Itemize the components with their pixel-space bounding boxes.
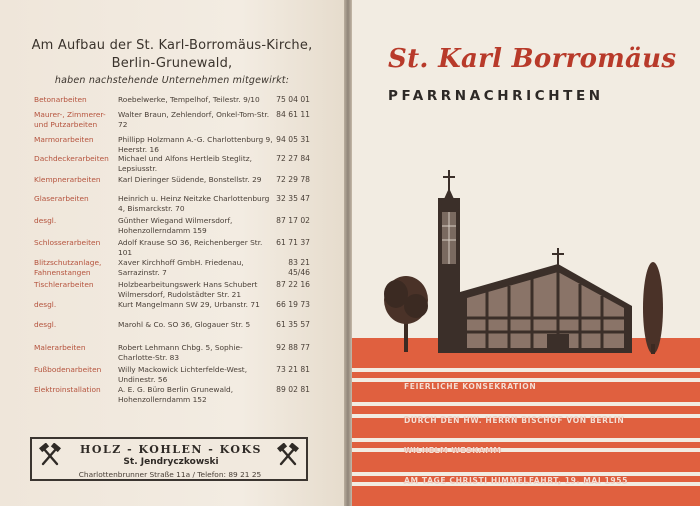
contractor-phone: 83 21 45/46 bbox=[288, 258, 310, 277]
contractor-trade: Malerarbeiten bbox=[34, 343, 86, 352]
contractor-firm: Roebelwerke, Tempelhof, Teilestr. 9/10 bbox=[118, 95, 260, 104]
left-page bbox=[0, 0, 344, 506]
contractor-firm: Holzbearbeitungswerk Hans Schubert Wilmersdorf, Rudolstädter Str. 21 bbox=[118, 280, 258, 299]
contractor-firm: Adolf Krause SO 36, Reichenberger Str. 101 bbox=[118, 238, 263, 257]
booklet-spine bbox=[344, 0, 352, 506]
contractor-phone: 94 05 31 bbox=[276, 135, 310, 144]
contractor-phone: 84 61 11 bbox=[276, 110, 310, 119]
ad-address: Charlottenbrunner Straße 11a / Telefon: 89 21 25 bbox=[78, 470, 262, 479]
church-illustration bbox=[372, 168, 682, 358]
heading-line-2: Berlin-Grunewald, bbox=[111, 56, 233, 71]
stripe-band bbox=[352, 406, 700, 414]
ad-title: HOLZ - KOHLEN - KOKS bbox=[80, 443, 262, 456]
contractor-trade: Glaserarbeiten bbox=[34, 194, 89, 203]
cover-title: St. Karl Borromäus bbox=[388, 44, 677, 74]
contractor-trade: Klempnerarbeiten bbox=[34, 175, 101, 184]
contractor-trade: Fußbodenarbeiten bbox=[34, 365, 102, 374]
contractor-firm: Heinrich u. Heinz Neitzke Charlottenburg 4, Bismarckstr. 70 bbox=[118, 194, 270, 213]
cover-line: WILHELM WESKAMM bbox=[404, 446, 502, 455]
stripe-band bbox=[352, 372, 700, 378]
contractor-phone: 72 27 84 bbox=[276, 154, 310, 163]
contractor-firm: A. E. G. Büro Berlin Grunewald, Hohenzollerndamm 152 bbox=[118, 385, 234, 404]
contractor-phone: 66 19 73 bbox=[276, 300, 310, 309]
contractor-firm: Kurt Mangelmann SW 29, Urbanstr. 71 bbox=[118, 300, 260, 309]
cover-line: DURCH DEN HW. HERRN BISCHOF VON BERLIN bbox=[404, 416, 625, 425]
contractor-firm: Marohl & Co. SO 36, Glogauer Str. 5 bbox=[118, 320, 251, 329]
heading-line-3: haben nachstehende Unternehmen mitgewirkt: bbox=[54, 75, 290, 86]
contractor-phone: 75 04 01 bbox=[276, 95, 310, 104]
contractor-firm: Karl Dieringer Südende, Bonstellstr. 29 bbox=[118, 175, 262, 184]
contractor-phone: 89 02 81 bbox=[276, 385, 310, 394]
cover-line: AM TAGE CHRISTI HIMMELFAHRT, 19. MAI 1955 bbox=[404, 476, 629, 485]
contractor-phone: 32 35 47 bbox=[276, 194, 310, 203]
contractor-phone: 73 21 81 bbox=[276, 365, 310, 374]
ad-owner: St. Jendryczkowski bbox=[123, 457, 219, 467]
contractor-trade: Schlosserarbeiten bbox=[34, 238, 101, 247]
coal-advertisement bbox=[30, 437, 308, 481]
contractor-trade: Marmorarbeiten bbox=[34, 135, 94, 144]
contractor-trade: Dachdeckerarbeiten bbox=[34, 154, 109, 163]
contractor-phone: 87 22 16 bbox=[276, 280, 310, 289]
contractor-trade: desgl. bbox=[34, 320, 57, 329]
tree-left-icon bbox=[384, 276, 428, 352]
contractor-phone: 92 88 77 bbox=[276, 343, 310, 352]
cover-subtitle: PFARRNACHRICHTEN bbox=[388, 88, 604, 104]
contractor-firm: Michael und Alfons Hertleib Steglitz, Lepsiusstr. bbox=[118, 154, 252, 173]
contractor-firm: Phillipp Holzmann A.-G. Charlottenburg 9, Heerstr. 16 bbox=[118, 135, 273, 154]
contractor-trade: Blitzschutzanlage, Fahnenstangen bbox=[34, 258, 102, 277]
contractor-trade: desgl. bbox=[34, 216, 57, 225]
crossed-hammers-icon bbox=[38, 443, 62, 467]
contractor-firm: Willy Mackowick Lichterfelde-West, Undinestr. 56 bbox=[118, 365, 248, 384]
heading-line-1: Am Aufbau der St. Karl-Borromäus-Kirche, bbox=[31, 38, 313, 53]
contractor-phone: 87 17 02 bbox=[276, 216, 310, 225]
church-nave bbox=[460, 248, 632, 353]
contractor-trade: Maurer-, Zimmerer- und Putzarbeiten bbox=[34, 110, 106, 129]
contractor-trade: desgl. bbox=[34, 300, 57, 309]
contractor-phone: 61 71 37 bbox=[276, 238, 310, 247]
contractor-trade: Elektroinstallation bbox=[34, 385, 101, 394]
contractor-firm: Walter Braun, Zehlendorf, Onkel-Tom-Str. 72 bbox=[118, 110, 270, 129]
contractor-firm: Günther Wiegand Wilmersdorf, Hohenzollerndamm 159 bbox=[118, 216, 233, 235]
tree-right-icon bbox=[643, 262, 663, 354]
bell-tower bbox=[438, 170, 460, 353]
stripe-band bbox=[352, 486, 700, 506]
contractor-firm: Robert Lehmann Chbg. 5, Sophie-Charlotte-Str. 83 bbox=[118, 343, 243, 362]
contractor-firm: Xaver Kirchhoff GmbH. Friedenau, Sarrazinstr. 7 bbox=[118, 258, 244, 277]
contractor-phone: 61 35 57 bbox=[276, 320, 310, 329]
cover-line: FEIERLICHE KONSEKRATION bbox=[404, 382, 537, 391]
cover-page bbox=[352, 0, 700, 506]
contractor-trade: Betonarbeiten bbox=[34, 95, 87, 104]
contractor-phone: 72 29 78 bbox=[276, 175, 310, 184]
contractor-trade: Tischlerarbeiten bbox=[34, 280, 94, 289]
stripe-band bbox=[352, 452, 700, 472]
crossed-hammers-icon bbox=[276, 443, 300, 467]
